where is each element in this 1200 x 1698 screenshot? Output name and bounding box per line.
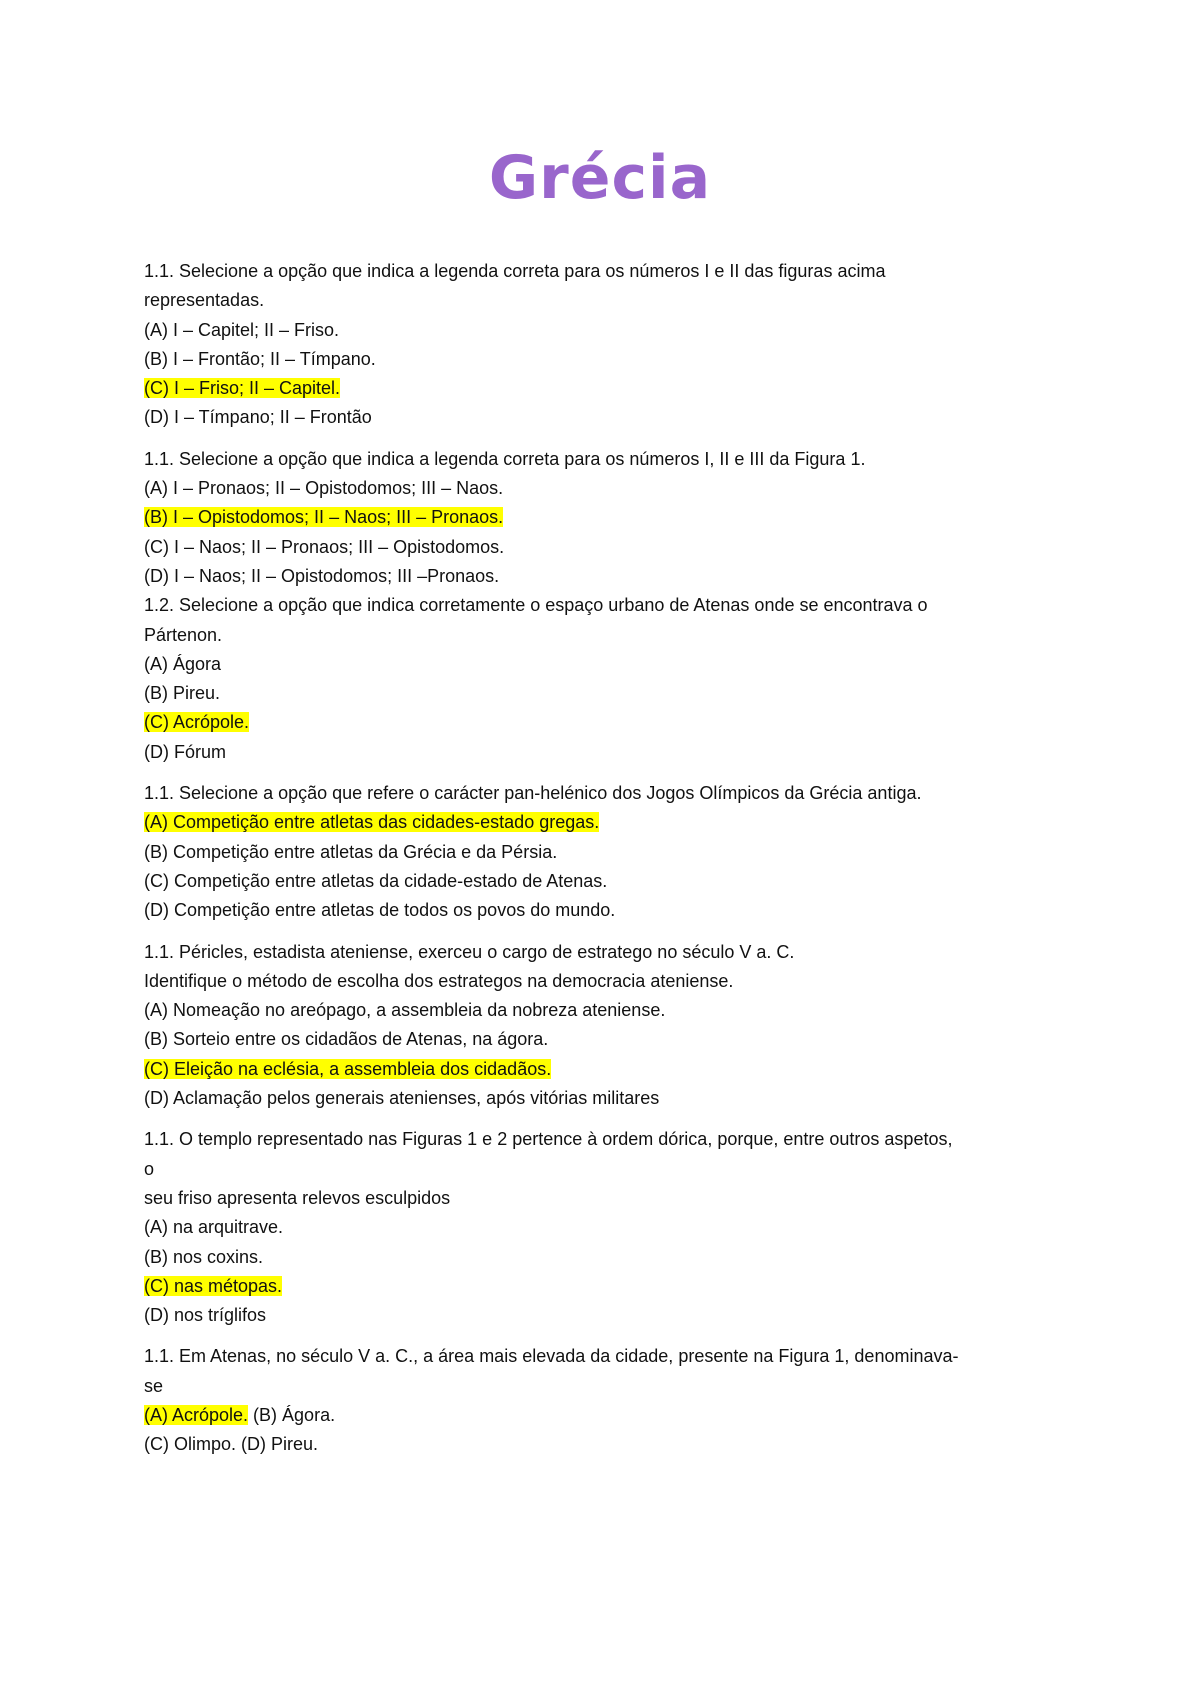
text-line bbox=[144, 621, 1084, 650]
text-segment: 1.1. Selecione a opção que refere o carácter pan-helénico dos Jogos Olímpicos da Grécia antiga. bbox=[144, 783, 922, 804]
text-line bbox=[144, 896, 1084, 925]
highlighted-answer: (A) Competição entre atletas das cidades-estado gregas. bbox=[144, 812, 600, 833]
text-segment: 1.2. Selecione a opção que indica corretamente o espaço urbano de Atenas onde se encontrava o bbox=[144, 595, 928, 616]
text-segment: (B) Pireu. bbox=[144, 683, 221, 704]
text-segment: (D) I – Naos; II – Opistodomos; III –Pronaos. bbox=[144, 565, 500, 586]
text-segment: Identifique o método de escolha dos estrategos na democracia ateniense. bbox=[144, 970, 734, 991]
text-segment: Pártenon. bbox=[144, 624, 223, 645]
text-line bbox=[144, 867, 1084, 896]
text-segment: (A) Nomeação no areópago, a assembleia da nobreza ateniense. bbox=[144, 1000, 666, 1021]
text-line bbox=[144, 1025, 1084, 1054]
text-line bbox=[144, 1055, 1084, 1084]
question-block bbox=[144, 938, 1084, 1114]
text-line bbox=[144, 838, 1084, 867]
text-line bbox=[144, 257, 1084, 286]
text-line bbox=[144, 1213, 1084, 1242]
text-line bbox=[144, 374, 1084, 403]
question-block bbox=[144, 445, 1084, 767]
text-line bbox=[144, 1372, 1084, 1401]
question-block bbox=[144, 1342, 1084, 1459]
page-title: Grécia bbox=[488, 143, 712, 213]
text-line bbox=[144, 316, 1084, 345]
text-line bbox=[144, 591, 1084, 620]
text-line bbox=[144, 1155, 1084, 1184]
text-line bbox=[144, 679, 1084, 708]
text-segment: (C) Competição entre atletas da cidade-estado de Atenas. bbox=[144, 870, 608, 891]
text-line bbox=[144, 708, 1084, 737]
text-segment: (D) Fórum bbox=[144, 741, 226, 762]
text-segment: (B) Sorteio entre os cidadãos de Atenas, na ágora. bbox=[144, 1029, 549, 1050]
text-segment: representadas. bbox=[144, 290, 265, 311]
text-line bbox=[144, 738, 1084, 767]
text-segment: (D) nos tríglifos bbox=[144, 1305, 267, 1326]
questions-container bbox=[144, 257, 1084, 1472]
text-line bbox=[144, 1342, 1084, 1371]
text-line bbox=[144, 1243, 1084, 1272]
text-line bbox=[144, 938, 1084, 967]
question-block bbox=[144, 1125, 1084, 1330]
text-line bbox=[144, 967, 1084, 996]
text-segment: (B) I – Frontão; II – Tímpano. bbox=[144, 348, 376, 369]
highlighted-answer: (C) Eleição na eclésia, a assembleia dos cidadãos. bbox=[144, 1058, 552, 1079]
text-line bbox=[144, 1272, 1084, 1301]
text-line bbox=[144, 286, 1084, 315]
text-segment: (D) Aclamação pelos generais atenienses, após vitórias militares bbox=[144, 1088, 660, 1109]
text-line bbox=[144, 533, 1084, 562]
text-line bbox=[144, 650, 1084, 679]
text-line bbox=[144, 1430, 1084, 1459]
text-segment: (C) Olimpo. (D) Pireu. bbox=[144, 1434, 319, 1455]
text-segment: se bbox=[144, 1375, 164, 1396]
text-segment: (B) Ágora. bbox=[248, 1404, 336, 1425]
text-segment: 1.1. Selecione a opção que indica a legenda correta para os números I, II e III da Figura 1. bbox=[144, 448, 866, 469]
text-line bbox=[144, 779, 1084, 808]
text-line bbox=[144, 474, 1084, 503]
question-block bbox=[144, 257, 1084, 433]
text-segment: 1.1. Selecione a opção que indica a legenda correta para os números I e II das figuras acima bbox=[144, 261, 886, 281]
text-line bbox=[144, 1125, 1084, 1154]
text-segment: 1.1. Em Atenas, no século V a. C., a área mais elevada da cidade, presente na Figura 1, denominava- bbox=[144, 1346, 959, 1367]
text-segment: (D) I – Tímpano; II – Frontão bbox=[144, 407, 372, 428]
text-segment: seu friso apresenta relevos esculpidos bbox=[144, 1187, 451, 1208]
text-line bbox=[144, 503, 1084, 532]
text-segment: (A) Ágora bbox=[144, 653, 222, 674]
text-segment: (C) I – Naos; II – Pronaos; III – Opistodomos. bbox=[144, 536, 505, 557]
text-line bbox=[144, 808, 1084, 837]
text-segment: (B) nos coxins. bbox=[144, 1246, 264, 1267]
text-segment: (D) Competição entre atletas de todos os povos do mundo. bbox=[144, 900, 616, 921]
highlighted-answer: (B) I – Opistodomos; II – Naos; III – Pronaos. bbox=[144, 507, 504, 528]
text-segment: (A) I – Capitel; II – Friso. bbox=[144, 319, 340, 340]
text-line bbox=[144, 996, 1084, 1025]
text-line bbox=[144, 1084, 1084, 1113]
question-block bbox=[144, 779, 1084, 925]
text-line bbox=[144, 345, 1084, 374]
highlighted-answer: (C) Acrópole. bbox=[144, 712, 250, 733]
text-line bbox=[144, 445, 1084, 474]
text-segment: 1.1. Péricles, estadista ateniense, exerceu o cargo de estratego no século V a. C. bbox=[144, 941, 795, 962]
text-line bbox=[144, 1184, 1084, 1213]
text-line bbox=[144, 1301, 1084, 1330]
text-line bbox=[144, 403, 1084, 432]
text-segment: o bbox=[144, 1158, 155, 1179]
text-line bbox=[144, 562, 1084, 591]
highlighted-answer: (A) Acrópole. bbox=[144, 1404, 249, 1425]
text-line bbox=[144, 1401, 1084, 1430]
text-segment: (B) Competição entre atletas da Grécia e da Pérsia. bbox=[144, 841, 558, 862]
text-segment: (A) na arquitrave. bbox=[144, 1217, 284, 1238]
text-segment: (A) I – Pronaos; II – Opistodomos; III – Naos. bbox=[144, 478, 504, 499]
highlighted-answer: (C) I – Friso; II – Capitel. bbox=[144, 378, 341, 399]
text-segment: 1.1. O templo representado nas Figuras 1 e 2 pertence à ordem dórica, porque, entre outros aspetos, bbox=[144, 1129, 953, 1150]
highlighted-answer: (C) nas métopas. bbox=[144, 1275, 283, 1296]
